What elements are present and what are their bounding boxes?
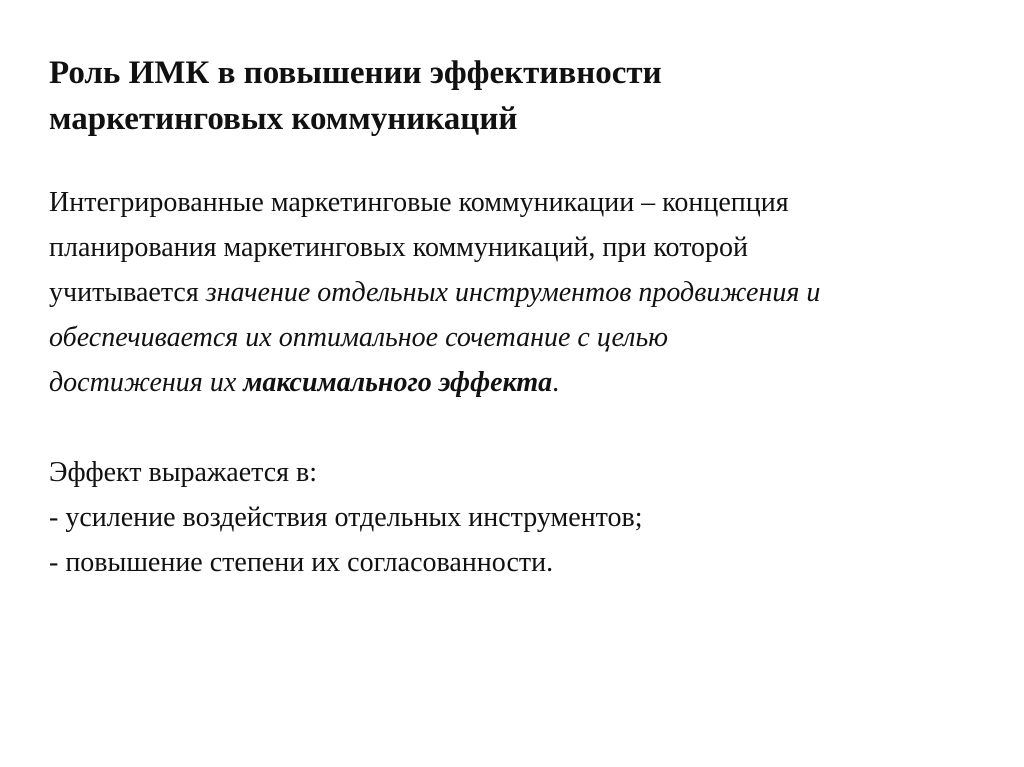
slide-body <box>49 180 1009 585</box>
definition-line-4 <box>49 315 1009 360</box>
slide-title <box>49 50 989 142</box>
definition-line-4-italic: обеспечивается их оптимальное сочетание с целью <box>49 322 668 353</box>
effect-item-2: - повышение степени их согласованности. <box>49 547 554 578</box>
paragraph-spacer <box>49 405 1009 450</box>
definition-line-5-end: . <box>552 367 560 398</box>
definition-line-5 <box>49 360 1009 405</box>
slide-title-line-2: маркетинговых коммуникаций <box>49 101 518 137</box>
effect-item-1: - усиление воздействия отдельных инструментов; <box>49 502 643 533</box>
definition-line-5-italic: достижения их <box>49 367 244 398</box>
slide-title-line-1: Роль ИМК в повышении эффективности <box>49 55 662 91</box>
definition-line-3-plain: учитывается <box>49 277 206 308</box>
definition-line-2: планирования маркетинговых коммуникаций, при которой <box>49 232 749 263</box>
definition-key-phrase: максимального эффекта <box>243 367 553 398</box>
definition-line-3 <box>49 270 1009 315</box>
definition-line-1: Интегрированные маркетинговые коммуникации – концепция <box>49 187 789 218</box>
definition-line-3-italic: значение отдельных инструментов продвижения и <box>205 277 821 308</box>
effect-heading: Эффект выражается в: <box>49 457 318 488</box>
